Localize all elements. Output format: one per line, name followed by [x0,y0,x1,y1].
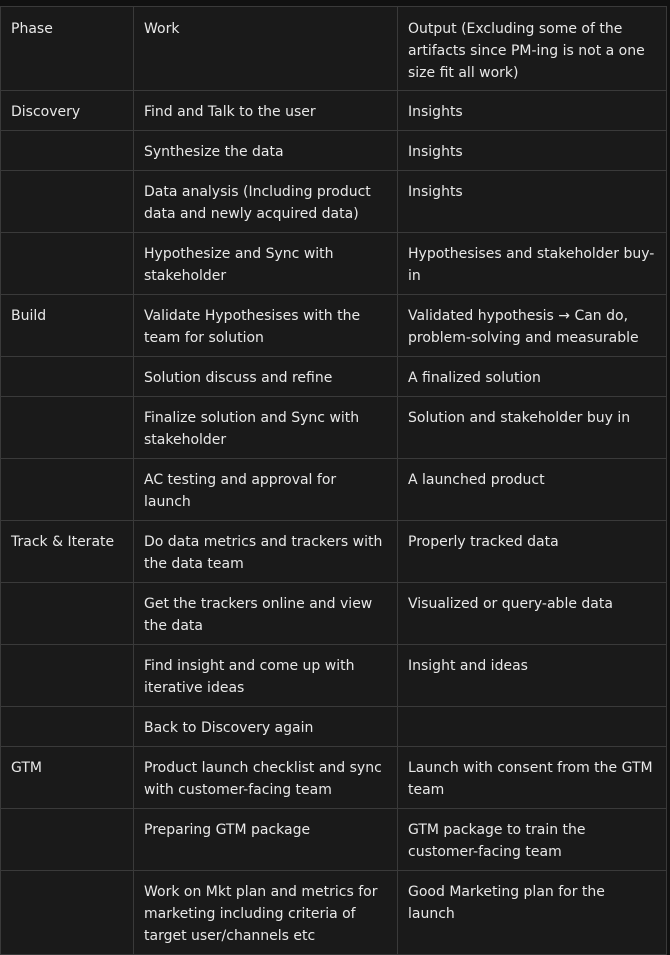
table-row [1,747,667,809]
cell-work: Find insight and come up with iterative ideas [134,645,398,707]
cell-work: Product launch checklist and sync with customer-facing team [134,747,398,809]
cell-work: Hypothesize and Sync with stakeholder [134,233,398,295]
table-row [1,357,667,397]
cell-output: A launched product [398,459,667,521]
cell-work: Do data metrics and trackers with the data team [134,521,398,583]
table-row [1,131,667,171]
cell-phase [1,707,134,747]
cell-phase: Discovery [1,91,134,131]
table-row [1,397,667,459]
cell-phase [1,645,134,707]
cell-work: Back to Discovery again [134,707,398,747]
cell-work: Validate Hypothesises with the team for solution [134,295,398,357]
table-container [0,6,666,955]
cell-phase [1,131,134,171]
cell-phase [1,171,134,233]
table-row [1,645,667,707]
cell-output: Properly tracked data [398,521,667,583]
table-row [1,707,667,747]
table-row [1,583,667,645]
table-row [1,521,667,583]
cell-phase [1,583,134,645]
cell-phase: Build [1,295,134,357]
cell-work: Data analysis (Including product data and newly acquired data) [134,171,398,233]
cell-output: GTM package to train the customer-facing team [398,809,667,871]
cell-output: Insights [398,131,667,171]
cell-output: Visualized or query-able data [398,583,667,645]
cell-output: Validated hypothesis → Can do, problem-solving and measurable [398,295,667,357]
cell-output: Hypothesises and stakeholder buy-in [398,233,667,295]
table-row [1,809,667,871]
table-row [1,459,667,521]
cell-phase: GTM [1,747,134,809]
cell-work: Solution discuss and refine [134,357,398,397]
cell-phase [1,871,134,955]
table-row [1,871,667,955]
cell-phase [1,397,134,459]
cell-phase: Track & Iterate [1,521,134,583]
cell-work: Work on Mkt plan and metrics for marketing including criteria of target user/channels etc [134,871,398,955]
header-work: Work [134,7,398,91]
cell-phase [1,233,134,295]
cell-output: Solution and stakeholder buy in [398,397,667,459]
cell-phase [1,357,134,397]
header-output: Output (Excluding some of the artifacts since PM-ing is not a one size fit all work) [398,7,667,91]
cell-output: Insights [398,171,667,233]
cell-phase [1,459,134,521]
cell-work: Get the trackers online and view the data [134,583,398,645]
table-row [1,233,667,295]
header-phase: Phase [1,7,134,91]
pm-phase-table [0,6,667,955]
cell-output: Launch with consent from the GTM team [398,747,667,809]
table-row [1,295,667,357]
table-row [1,171,667,233]
cell-work: Preparing GTM package [134,809,398,871]
cell-work: AC testing and approval for launch [134,459,398,521]
cell-work: Synthesize the data [134,131,398,171]
cell-output: Insights [398,91,667,131]
table-header-row [1,7,667,91]
cell-output [398,707,667,747]
cell-work: Find and Talk to the user [134,91,398,131]
table-row [1,91,667,131]
cell-phase [1,809,134,871]
cell-output: A finalized solution [398,357,667,397]
cell-work: Finalize solution and Sync with stakeholder [134,397,398,459]
cell-output: Good Marketing plan for the launch [398,871,667,955]
cell-output: Insight and ideas [398,645,667,707]
